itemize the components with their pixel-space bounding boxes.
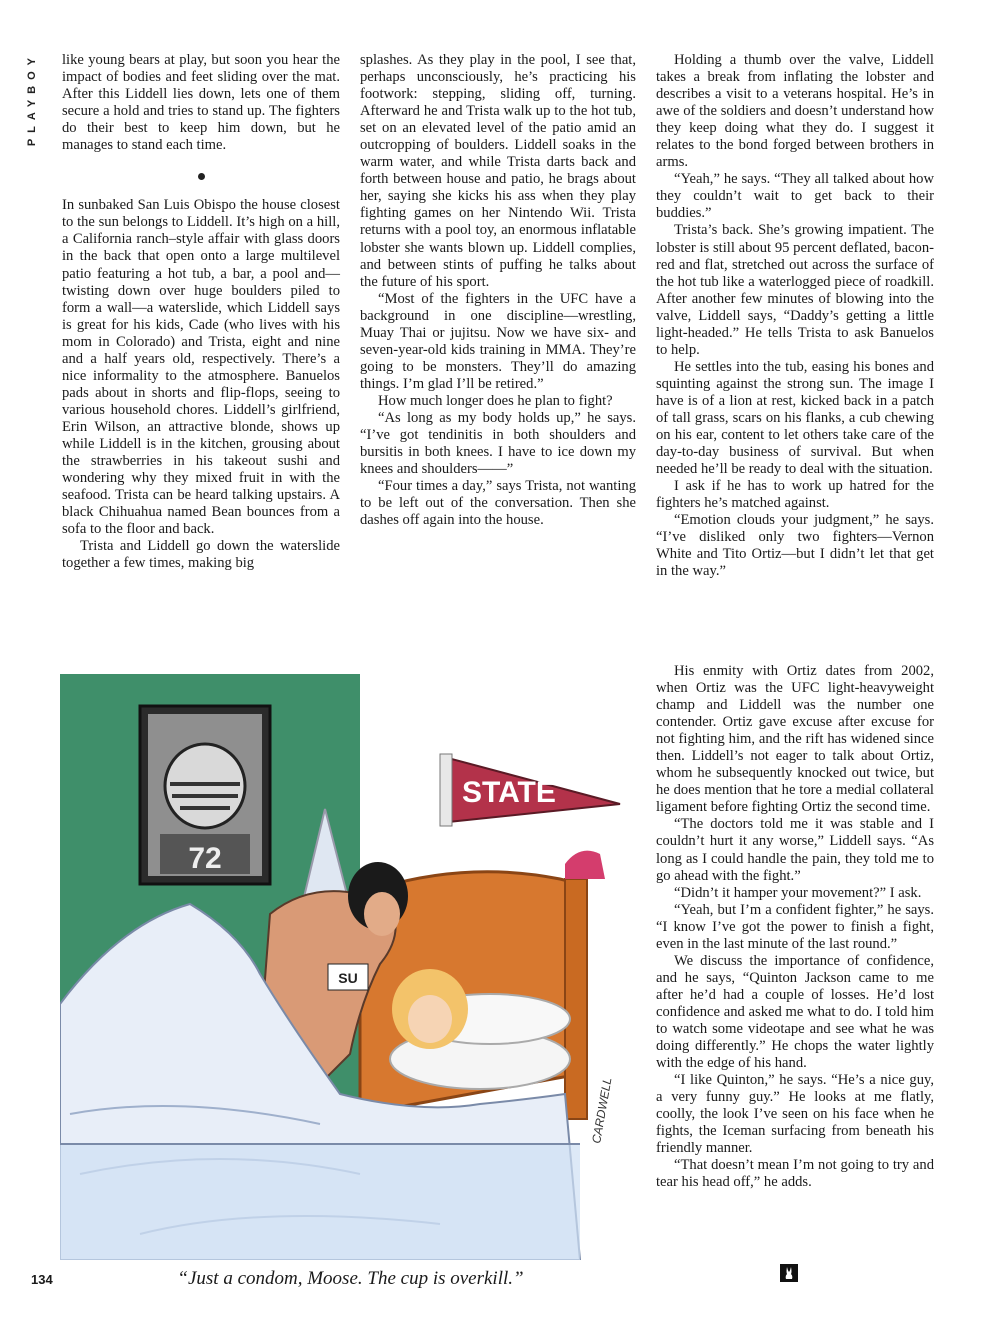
paragraph: “The doctors told me it was stable and I couldn’t hurt it any worse,” Liddell says. “As long as I could handle the pain, they told me to go ahead with the fight.” (656, 816, 934, 884)
paragraph: “Yeah, but I’m a confident fighter,” he says. “I know I’ve got the power to finish a fight, even in the last minute of the last round.” (656, 901, 934, 952)
paragraph: “Emotion clouds your judgment,” he says. “I’ve disliked only two fighters—Vernon White and Tito Ortiz—but I didn’t let that get in the way.” (656, 512, 934, 580)
paragraph: I ask if he has to work up hatred for the fighters he’s matched against. (656, 478, 934, 512)
paragraph: “Didn’t it hamper your movement?” I ask. (674, 884, 922, 901)
football-poster (140, 706, 270, 884)
article-column-2 (360, 52, 636, 529)
paragraph: splashes. As they play in the pool, I see that, perhaps unconsciously, he’s practicing his footwork: stepping, sliding off, turning. Afterward he and Trista walk up to the hot tub, set on an elevated level of the patio amid an outcropping of boulders. Liddell soaks in the warm water, and while Trista darts back and forth between house and patio, he brags about her, saying she kicks his ass when they play fighting games on her Nintendo Wii. Trista returns with a pool toy, an enormous inflatable lobster she wants blown up. Liddell complies, and between stints of puffing he talks about the future of his sport. (360, 52, 636, 290)
artist-signature: CARDWELL (589, 1076, 615, 1145)
paragraph: Holding a thumb over the valve, Liddell takes a break from inflating the lobster and describes a visit to a veterans hospital. He’s in awe of the soldiers and doesn’t understand how they keep doing what they do. I suggest it relates to the bond forged between brothers in arms. (656, 52, 934, 171)
paragraph: We discuss the importance of confidence, and he says, “Quinton Jackson came to me after he’d had a couple of losses. He’d lost confidence and asked me what to do. I told him to watch some videotape and see what he was doing differently.” He chops the water lightly with the edge of his hand. (656, 952, 934, 1072)
section-bullet (62, 168, 340, 185)
paragraph: Trista and Liddell go down the waterslide together a few times, making big (62, 538, 340, 572)
paragraph: His enmity with Ortiz dates from 2002, when Ortiz was the UFC light-heavyweight champ and Liddell was the number one contender. Ortiz gave excuse after excuse for not fighting him, and the rift has widened since then. Liddell’s not eager to talk about Ortiz, whom he subsequently knocked out twice, but he does mention that he tore a medial collateral ligament before fighting Ortiz the second time. (656, 663, 934, 816)
paragraph: “I like Quinton,” he says. “He’s a nice guy, a very funny guy.” He looks at me flatly, coolly, the look I’ve seen on his face when he fights, the Iceman surfacing from beneath his friendly manner. (656, 1072, 934, 1157)
paragraph: “Yeah,” he says. “They all talked about how they couldn’t wait to get back to their buddies.” (656, 171, 934, 222)
page-number: 134 (31, 1272, 53, 1287)
pennant-text: STATE (462, 776, 556, 809)
article-column-1 (62, 52, 340, 572)
paragraph: “That doesn’t mean I’m not going to try and tear his head off,” he adds. (656, 1157, 934, 1191)
paragraph: “As long as my body holds up,” he says. “I’ve got tendinitis in both shoulders and bursitis in both knees. I have to ice down my knees and shoulders——” (360, 409, 636, 478)
playboy-bunny-icon (780, 1264, 798, 1282)
paragraph: “Four times a day,” says Trista, not wanting to be left out of the conversation. Then she dashes off again into the house. (360, 478, 636, 529)
paragraph: How much longer does he plan to fight? (378, 392, 613, 409)
poster-number: 72 (188, 842, 222, 875)
article-column-3 (656, 52, 934, 580)
paragraph: “Most of the fighters in the UFC have a background in one discipline—wrestling, Muay Thai or jujitsu. Now we have six- and seven-year-old kids training in MMA. They’re going to be monsters. They’ll do amazing things. I’m glad I’ll be retired.” (360, 290, 636, 392)
article-column-3-continued (656, 663, 934, 1191)
paragraph: In sunbaked San Luis Obispo the house closest to the sun belongs to Liddell. It’s high on a hill, a California ranch–style affair with glass doors in the back that open onto a large multilevel patio featuring a hot tub, a bar, a pool and—twisting down over huge boulders piled to form a wall—a waterslide, which Liddell says is great for his kids, Cade (who lives with his mom in Colorado) and Trista, eight and nine and a half years old, respectively. There’s a nice informality to the atmosphere. Banuelos pads about in shorts and flip-flops, seeing to various household chores. Liddell’s girlfriend, Erin Wilson, an attractive blonde, shows up while Liddell is in the kitchen, grousing about the strawberries in his takeout sushi and wondering why they mixed fruit in with the seafood. Trista can be heard talking upstairs. A black Chihuahua named Bean bounces from a sofa to the floor and back. (62, 197, 340, 538)
paragraph: Trista’s back. She’s growing impatient. The lobster is still about 95 percent deflated, bacon-red and flat, stretched out across the surface of the hot tub like a waterlogged piece of roadkill. After another few minutes of blowing into the valve, Liddell says, “Daddy’s getting a little light-headed.” He tells Trista to ask Banuelos to help. (656, 222, 934, 358)
magazine-side-label: PLAYBOY (26, 52, 38, 147)
paragraph: like young bears at play, but soon you hear the impact of bodies and feet sliding over the mat. After this Liddell lies down, lets one of them secure a hold and tries to stand up. The fighters do their best to keep him down, but he manages to stand each time. (62, 52, 340, 154)
paragraph: He settles into the tub, easing his bones and squinting against the strong sun. The image I have is of a lion at rest, kicked back in a patch of tall grass, scars on his flanks, a cub chewing on his ear, content to let others take care of the day-to-day business of survival. But when needed he’ll be ready to deal with the situation. (656, 358, 934, 478)
tattoo-text: SU (338, 970, 358, 986)
cartoon-illustration (60, 674, 641, 1260)
cartoon-caption: “Just a condom, Moose. The cup is overkill.” (177, 1268, 524, 1289)
